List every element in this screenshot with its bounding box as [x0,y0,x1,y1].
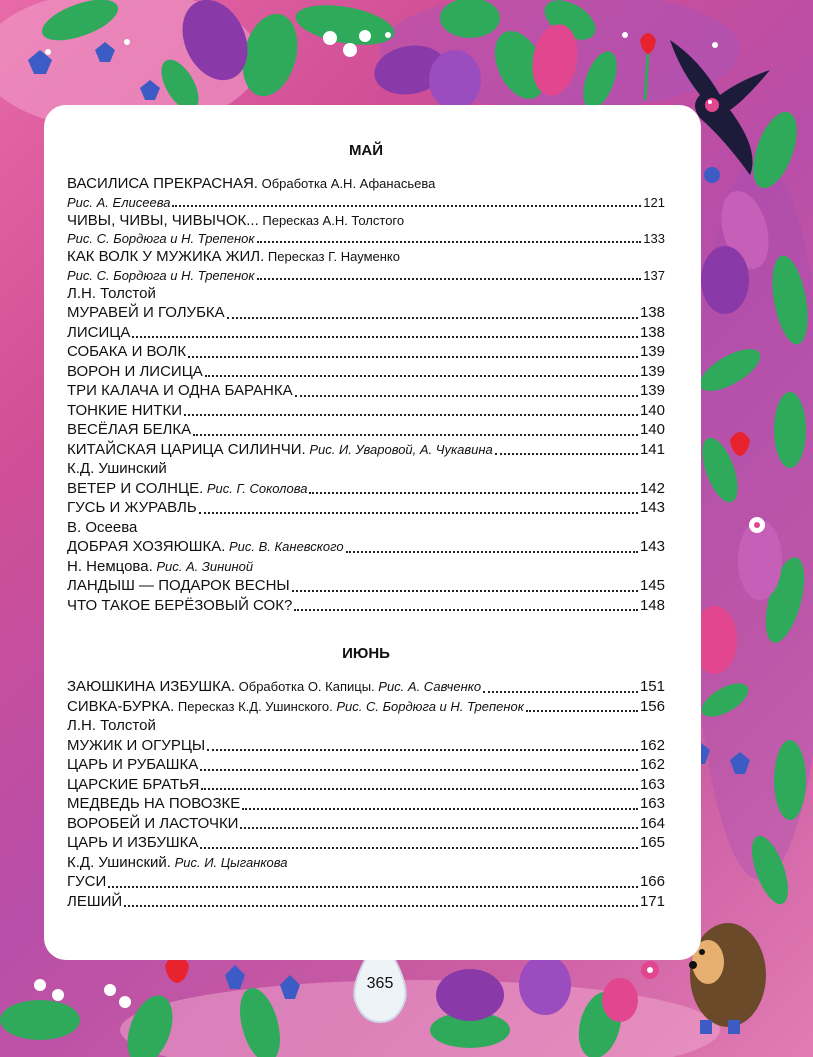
entry-title: ВОРОН И ЛИСИЦА [67,362,203,380]
toc-entry[interactable] [67,794,665,814]
entry-page: 145 [639,577,665,594]
entry-page: 143 [639,499,665,516]
entry-title: ЧИВЫ, ЧИВЫ, ЧИВЫЧОК... [67,211,259,229]
leader-dots [294,609,638,611]
author-name: Л.Н. Толстой [67,284,156,302]
entry-title: ВАСИЛИСА ПРЕКРАСНАЯ. [67,175,258,192]
leader-dots [201,788,638,790]
section-title-may: МАЙ [348,142,384,159]
author-name-with-illustrator [67,853,665,873]
entry-note: Пересказ Г. Науменко [264,249,400,264]
entry-title: ЦАРЬ И ИЗБУШКА [67,834,199,851]
entry-page: 162 [639,736,665,754]
section-title-june: ИЮНЬ [342,645,390,662]
entry-title: ВЕТЕР И СОЛНЦЕ. [67,479,204,497]
entry-title: МЕДВЕДЬ НА ПОВОЗКЕ [67,795,241,812]
leader-dots [257,241,642,243]
toc-entry[interactable] [67,401,665,421]
entry-page: 140 [639,421,665,438]
toc-entry[interactable] [67,342,665,362]
entry-illustrator: Рис. В. Каневского [225,539,344,554]
leader-dots [207,749,638,751]
entry-page: 163 [639,795,665,812]
toc-entry[interactable] [67,892,665,912]
entry-page: 139 [639,362,665,380]
toc-entry[interactable] [67,479,665,499]
entry-page: 142 [639,479,665,497]
entry-title: ЛАНДЫШ — ПОДАРОК ВЕСНЫ [67,577,290,594]
entry-note: Обработка А.Н. Афанасьева [257,176,436,191]
toc-entry[interactable] [67,247,665,267]
entry-title: ЦАРЬ И РУБАШКА [67,756,199,773]
entry-illustrator: Рис. А. Елисеева [67,194,171,210]
entry-illustrator: Рис. И. Цыганкова [170,854,288,870]
table-of-contents [67,140,665,911]
entry-title: ЛИСИЦА [67,323,131,341]
leader-dots [257,278,642,280]
author-name: Л.Н. Толстой [67,717,156,734]
toc-entry[interactable] [67,440,665,460]
entry-illustrator: Рис. Г. Соколова [203,480,308,496]
entry-title: МУРАВЕЙ И ГОЛУБКА [67,304,225,321]
leader-dots [124,905,638,907]
leader-dots [309,492,637,494]
leader-dots [292,590,638,592]
author-name-with-illustrator [67,557,665,577]
toc-entry[interactable] [67,498,665,518]
toc-entry-illustrator[interactable] [67,194,665,211]
author-name: К.Д. Ушинский. [67,853,171,871]
entry-page: 140 [639,401,665,419]
entry-page: 133 [643,231,665,246]
entry-page: 151 [639,678,665,695]
entry-illustrator: Рис. С. Бордюга и Н. Трепенок [67,267,255,283]
entry-title: КАК ВОЛК У МУЖИКА ЖИЛ. [67,248,265,265]
toc-entry[interactable] [67,420,665,440]
leader-dots [346,551,638,553]
entry-page: 137 [643,267,665,283]
entry-illustrator: Рис. А. Зининой [152,558,254,574]
entry-page: 166 [639,873,665,890]
toc-entry[interactable] [67,174,665,194]
toc-entry-illustrator[interactable] [67,230,665,247]
entry-page: 165 [639,834,665,851]
entry-title: СОБАКА И ВОЛК [67,343,187,360]
leader-dots [184,414,638,416]
entry-title: ВОРОБЕЙ И ЛАСТОЧКИ [67,814,239,832]
entry-page: 164 [639,814,665,832]
entry-page: 162 [639,756,665,773]
entry-title: ЛЕШИЙ [67,892,123,910]
entry-page: 148 [639,596,665,614]
leader-dots [200,847,638,849]
entry-page: 141 [639,440,665,458]
entry-illustrator: Рис. И. Уваровой, А. Чукавина [305,441,493,457]
toc-entry[interactable] [67,303,665,323]
entry-note: Пересказ К.Д. Ушинского. [174,698,333,714]
entry-page: 121 [643,194,665,210]
toc-entry-illustrator[interactable] [67,267,665,284]
entry-page: 138 [639,323,665,341]
entry-title: ВЕСЁЛАЯ БЕЛКА [67,421,192,438]
toc-entry[interactable] [67,323,665,343]
entry-title: ЗАЮШКИНА ИЗБУШКА. [67,678,236,695]
toc-entry[interactable] [67,872,665,892]
entry-title: ТРИ КАЛАЧА И ОДНА БАРАНКА [67,382,293,399]
leader-dots [188,356,638,358]
toc-entry[interactable] [67,677,665,697]
toc-entry[interactable] [67,814,665,834]
author-name: В. Осеева [67,518,138,536]
entry-page: 139 [639,343,665,360]
entry-title: ЧТО ТАКОЕ БЕРЁЗОВЫЙ СОК? [67,596,293,614]
leader-dots [108,886,638,888]
entry-note: Пересказ А.Н. Толстого [258,212,405,228]
entry-page: 143 [639,538,665,555]
leader-dots [526,710,638,712]
toc-entry[interactable] [67,537,665,557]
toc-entry[interactable] [67,362,665,382]
leader-dots [295,395,638,397]
toc-entry[interactable] [67,576,665,596]
entry-page: 138 [639,304,665,321]
leader-dots [172,205,641,207]
entry-title: ГУСИ [67,873,107,890]
toc-entry[interactable] [67,596,665,616]
toc-entry[interactable] [67,211,665,231]
author-name: Н. Немцова. [67,557,153,575]
entry-title: ДОБРАЯ ХОЗЯЮШКА. [67,538,226,555]
leader-dots [132,336,638,338]
page-number: 365 [366,975,394,992]
leader-dots [199,512,638,514]
entry-note: Обработка О. Капицы. [235,679,375,694]
entry-page: 156 [639,697,665,715]
leader-dots [200,769,638,771]
toc-entry[interactable] [67,697,665,717]
toc-entry[interactable] [67,775,665,795]
leader-dots [483,691,638,693]
leader-dots [242,808,638,810]
entry-illustrator: Рис. А. Савченко [374,679,482,694]
entry-illustrator: Рис. С. Бордюга и Н. Трепенок [332,698,524,714]
toc-entry[interactable] [67,736,665,756]
entry-title: ЦАРСКИЕ БРАТЬЯ [67,775,200,793]
entry-title: КИТАЙСКАЯ ЦАРИЦА СИЛИНЧИ. [67,440,306,458]
leader-dots [240,827,638,829]
leader-dots [193,434,638,436]
leader-dots [495,453,638,455]
entry-title: ТОНКИЕ НИТКИ [67,401,182,419]
toc-entry[interactable] [67,755,665,775]
leader-dots [205,375,638,377]
entry-page: 163 [639,775,665,793]
entry-page: 171 [639,892,665,910]
leader-dots [227,317,638,319]
entry-title: МУЖИК И ОГУРЦЫ [67,736,206,754]
author-name: К.Д. Ушинский [67,460,167,477]
toc-entry[interactable] [67,833,665,853]
toc-entry[interactable] [67,381,665,401]
entry-illustrator: Рис. С. Бордюга и Н. Трепенок [67,231,255,246]
entry-title: СИВКА-БУРКА. [67,697,175,715]
entry-title: ГУСЬ И ЖУРАВЛЬ [67,499,197,516]
entry-page: 139 [639,382,665,399]
